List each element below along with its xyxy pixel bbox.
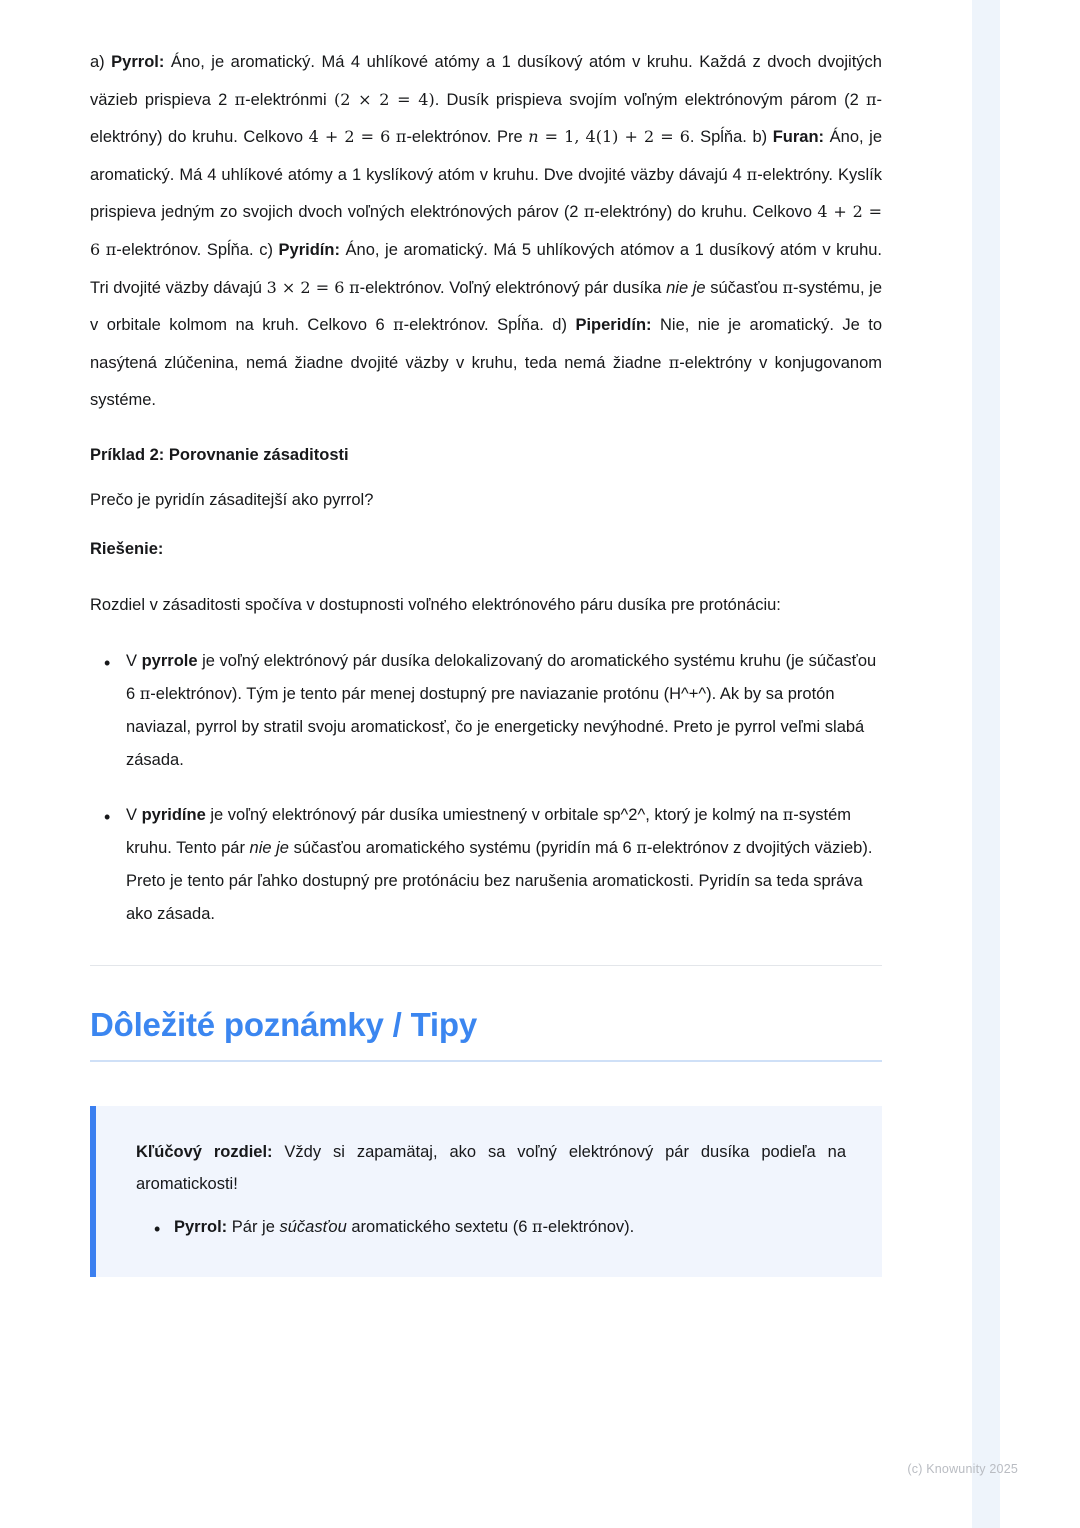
page-scroll-track[interactable] bbox=[972, 0, 1000, 1528]
watermark: (c) Knowunity 2025 bbox=[907, 1462, 1018, 1476]
solution-heading: Riešenie: bbox=[90, 540, 164, 559]
callout-lead: Kľúčový rozdiel: Vždy si zapamätaj, ako sa voľný elektrónový pár dusíka podieľa na aromatickosti! bbox=[136, 1142, 846, 1193]
answer-paragraph: a) Pyrrol: Áno, je aromatický. Má 4 uhlíkové atómy a 1 dusíkový atóm v kruhu. Každá z dvoch dvojitých väzieb prispieva 2 π-elektrónmi (2 × 2 = 4). Dusík prispieva svojím voľným elektrónovým párom (2 π-elektróny) do kruhu. Celkovo 4 + 2 = 6 π-elektrónov. Pre n = 1, 4(1) + 2 = 6. Spĺňa. b) Furan: Áno, je aromatický. Má 4 uhlíkové atómy a 1 kyslíkový atóm v kruhu. Dve dvojité väzby dávajú 4 π-elektróny. Kyslík prispieva jedným zo svojich dvoch voľných elektrónových párov (2 π-elektróny) do kruhu. Celkovo 4 + 2 = 6 π-elektrónov. Spĺňa. c) Pyridín: Áno, je aromatický. Má 5 uhlíkových atómov a 1 dusíkový atóm v kruhu. Tri dvojité väzby dávajú 3 × 2 = 6 π-elektrónov. Voľný elektrónový pár dusíka nie je súčasťou π-systému, je v orbitale kolmom na kruh. Celkovo 6 π-elektrónov. Spĺňa. d) Piperidín: Nie, nie je aromatický. Je to nasýtená zlúčenina, nemá žiadne dvojité väzby v kruhu, teda nemá žiadne π-elektróny v konjugovanom systéme. bbox=[90, 53, 883, 410]
page-right-rail bbox=[972, 0, 1080, 1528]
key-difference-callout bbox=[90, 1106, 882, 1278]
section-divider bbox=[90, 965, 882, 966]
callout-list bbox=[136, 1212, 846, 1243]
example-heading: Príklad 2: Porovnanie zásaditosti bbox=[90, 446, 349, 465]
solution-intro: Rozdiel v zásaditosti spočíva v dostupnosti voľného elektrónového páru dusíka pre protónáciu: bbox=[90, 596, 781, 615]
section-title: Dôležité poznámky / Tipy bbox=[90, 1005, 478, 1043]
example-question: Prečo je pyridín zásaditejší ako pyrrol? bbox=[90, 491, 374, 510]
list-item: • Pyrrol: Pár je súčasťou aromatického sextetu (6 π-elektrónov). bbox=[174, 1212, 846, 1243]
list-item: • V pyrrole je voľný elektrónový pár dusíka delokalizovaný do aromatického systému kruhu (je súčasťou 6 π-elektrónov). Tým je tento pár menej dostupný pre naviazanie protónu (H^+^). Ak by sa protón naviazal, pyrrol by stratil svoju aromatickosť, čo je energeticky nevýhodné. Preto je pyrrol veľmi slabá zásada. bbox=[126, 645, 882, 777]
solution-bullet-list bbox=[90, 645, 882, 931]
list-item: • V pyridíne je voľný elektrónový pár dusíka umiestnený v orbitale sp^2^, ktorý je kolmý na π-systém kruhu. Tento pár nie je súčasťou aromatického systému (pyridín má 6 π-elektrónov z dvojitých väzieb). Preto je tento pár ľahko dostupný pre protónáciu bez narušenia aromatickosti. Pyridín sa teda správa ako zásada. bbox=[126, 799, 882, 931]
section-title-rule bbox=[90, 1060, 882, 1062]
